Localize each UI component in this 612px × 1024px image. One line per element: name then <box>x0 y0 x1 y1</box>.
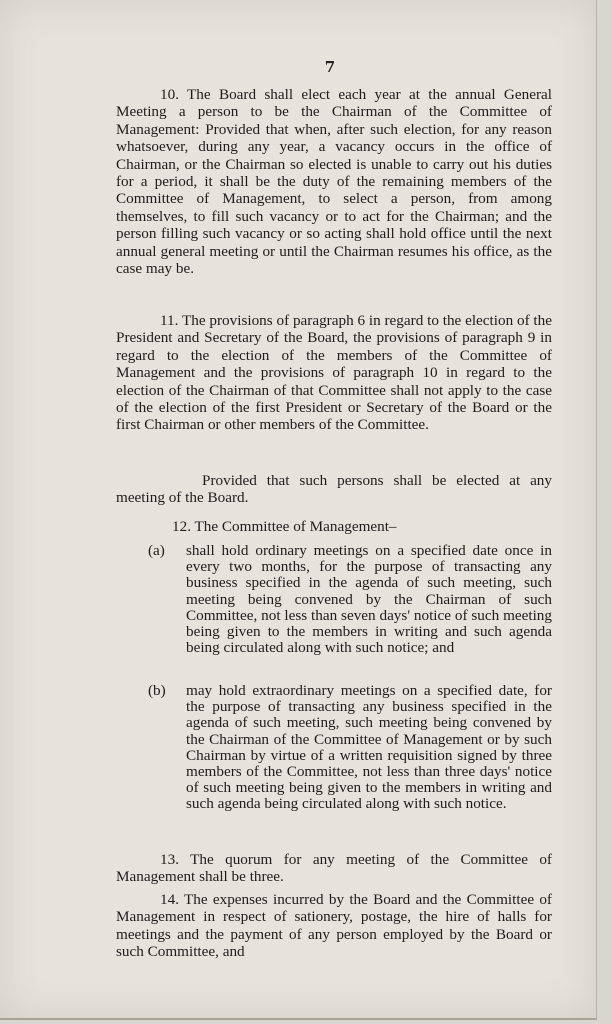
clause-text: shall hold ordinary meetings on a specified date once in every two months, for the purpose of transacting any business specified in the agenda of such meeting, such meeting being convened by the Chairman of such Committee, not less than seven days' notice of such meeting being given to the members in writing and such agenda being circulated along with such notice; and <box>186 542 552 657</box>
paragraph-14: 14. The expenses incurred by the Board and the Committee of Management in respect of sationery, postage, the hire of halls for meetings and the payment of any person employed by the Board or such Committee, and <box>116 891 552 961</box>
page-number: 7 <box>324 58 336 76</box>
clause-marker: (a) <box>148 542 165 559</box>
paragraph-13: 13. The quorum for any meeting of the Committee of Management shall be three. <box>116 851 552 886</box>
clause-marker: (b) <box>148 682 166 699</box>
paragraph-11-proviso: Provided that such persons shall be elected at any meeting of the Board. <box>116 472 552 507</box>
paragraph-11: 11. The provisions of paragraph 6 in regard to the election of the President and Secretary of the Board, the provisions of paragraph 9 in regard to the election of the members of the Committee of Management and the provisions of paragraph 10 in regard to the election of the Chairman of that Committee shall not apply to the case of the election of the first President or Secretary of the Board or the first Chairman or other members of the Committee. <box>116 312 552 434</box>
paragraph-12-heading: 12. The Committee of Management– <box>172 518 397 535</box>
clause-text: may hold extraordinary meetings on a specified date, for the purpose of transacting any business specified in the agenda of such meeting, such meeting being convened by the Chairman of the Committee of Management or by such Chairman by virtue of a written requisition signed by three members of the Committee, not less than three days' notice of such meeting being given to the members in writing and such agenda being circulated along with such notice. <box>186 682 552 813</box>
clause-12-b <box>148 683 552 813</box>
paragraph-10: 10. The Board shall elect each year at the annual General Meeting a person to be the Chairman of the Committee of Management: Provided that when, after such election, for any reason whatsoever, during any year, a vacancy occurs in the office of Chairman, or the Chairman so elected is unable to carry out his duties for a period, it shall be the duty of the remaining members of the Committee of Management, to select a person, from among themselves, to fill such vacancy or to act for the Chairman; and the person filling such vacancy or so acting shall hold office until the next annual general meeting or until the Chairman resumes his office, as the case may be. <box>116 86 552 278</box>
clause-12-a <box>148 543 552 656</box>
